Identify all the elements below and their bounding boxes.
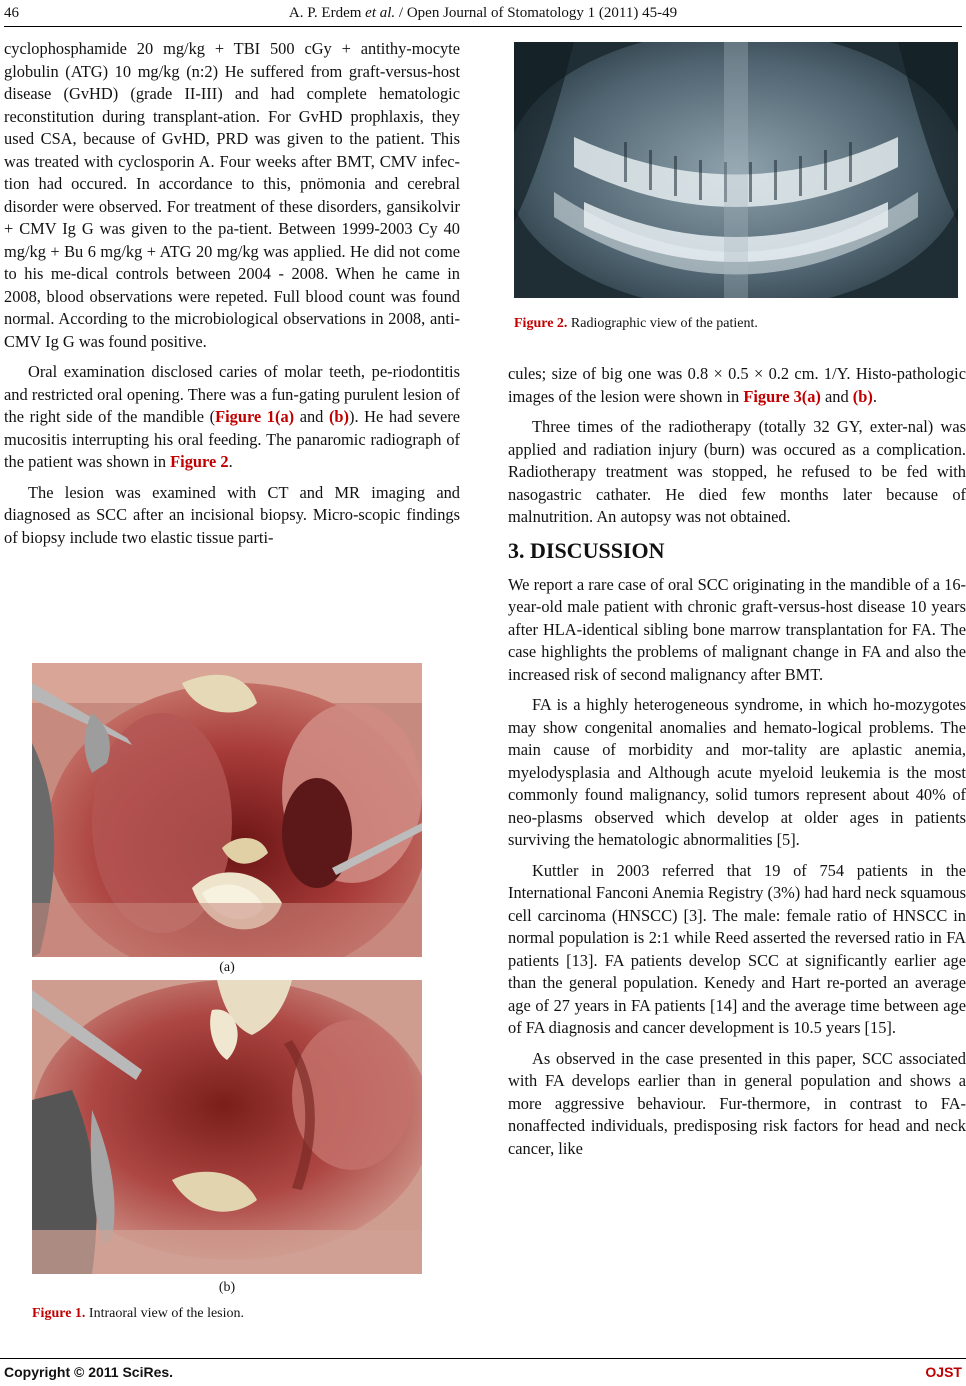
footer-rule [0, 1358, 966, 1359]
paragraph: Oral examination disclosed caries of molar teeth, pe-riodontitis and restricted oral opening. There was a fun-gating purulent lesion of the right side of the mandible (Figure 1(a) and (b)). He had severe mucositis interrupting his oral feeding. The panaromic radiograph of the patient was shown in Figure 2. [4, 362, 460, 471]
figure-link[interactable]: Figure 3(a) [743, 386, 821, 406]
header-rule [4, 26, 962, 27]
intraoral-photo-a [32, 663, 422, 957]
paragraph: Kuttler in 2003 referred that 19 of 754 patients in the International Fanconi Anemia Registry (3%) had hard neck squamous cell carcinoma (HNSCC) [3]. The male: female ratio of HNSCC in normal population is 2:1 while Reed asserted the reversed ratio in FA patients [13]. FA patients develop SCC at significantly earlier age than the general population. Kenedy and Hart re-ported an average age of 27 years in FA patients [14] and the average time between age of FA diagnosis and cancer development is 10.5 years [15]. [508, 860, 966, 1037]
paragraph: As observed in the case presented in this paper, SCC associated with FA develops earlier than in general population and shows a more aggressive behaviour. Fur-thermore, in contrast to FA-nonaffected individuals, predisposing risk factors for head and neck cancer, like [508, 1048, 966, 1158]
section-heading: 3. DISCUSSION [508, 537, 665, 563]
figure-2-caption: Figure 2. Radiographic view of the patient. [514, 316, 758, 331]
paragraph: cules; size of big one was 0.8 × 0.5 × 0.2 cm. 1/Y. Histo-pathologic images of the lesion were shown in Figure 3(a) and (b). [508, 364, 966, 406]
figure-1-label: Figure 1. [32, 1306, 86, 1321]
figure-1-caption: Figure 1. Intraoral view of the lesion. [32, 1306, 245, 1321]
panoramic-radiograph [514, 42, 958, 298]
paragraph: FA is a highly heterogeneous syndrome, in which ho-mozygotes may show congenital anomalies and hemato-logical problems. The main cause of morbidity and mor-tality are aplastic anemia, myelodysplasia and Although acute myeloid leukemia is the most commonly found malignancy, solid tumors represent about 40% of neo-plasms observed which develop at older ages in patients surviving the hematologic abnormalities [5]. [508, 695, 966, 849]
journal-abbrev: OJST [925, 1364, 962, 1380]
figure-1a-label: (a) [219, 960, 235, 975]
paragraph: cyclophosphamide 20 mg/kg + TBI 500 cGy + antithy-mocyte globulin (ATG) 10 mg/kg (n:2) He suffered from graft-versus-host disease (GvHD) (grade II-III) and had complete hematologic reconstitution during transplant-ation. For GvHD prophlaxis, they used CSA, because of GvHD, PRD was given to the patient. This was treated with cyclosporin A. Four weeks after BMT, CMV infec-tion had occured. In accordance to this, pnömonia and cerebral disorder were observed. For treatment of these disorders, gansikolvir + CMV Ig G was given to the pa-tient. Between 1999-2003 Cy 40 mg/kg + Bu 6 mg/kg + ATG 20 mg/kg was applied. He did not come to his me-dical controls between 2004 - 2008. When he came in 2008, blood observations were repeted. Full blood count was found normal. According to the microbiological observations in 2008, anti-CMV Ig G was found positive. [4, 39, 460, 351]
running-header [4, 2, 962, 24]
page-number: 46 [4, 5, 19, 21]
figure-2-label: Figure 2. [514, 316, 568, 331]
intraoral-photo-b [32, 980, 422, 1274]
figure-link[interactable]: Figure 1(a) [215, 407, 295, 426]
footer [4, 1364, 962, 1380]
figure-link[interactable]: (b) [328, 407, 350, 426]
copyright: Copyright © 2011 SciRes. [4, 1364, 174, 1380]
paragraph: We report a rare case of oral SCC originating in the mandible of a 16-year-old male patient with chronic graft-versus-host disease 10 years after HLA-identical sibling bone marrow transplantation for FA. The case highlights the problems of malignant change in FA and also the increased risk of second malignancy after BMT. [508, 574, 966, 684]
figure-1b-label: (b) [218, 1280, 236, 1295]
left-column [4, 38, 460, 549]
figure-1b-photo [32, 980, 422, 1274]
figure-link[interactable]: (b) [852, 386, 873, 406]
paragraph: The lesion was examined with CT and MR imaging and diagnosed as SCC after an incisional biopsy. Micro-scopic findings of biopsy include two elastic tissue parti- [4, 482, 460, 547]
figure-1a-photo [32, 663, 422, 957]
paragraph: Three times of the radiotherapy (totally 32 GY, exter-nal) was applied and radiation injury (burn) was occured as a complication. Radiotherapy treatment was stopped, he refused to be fed with nasogastric cathater. He died few months later because of malnutrition. An autopsy was not obtained. [508, 417, 966, 526]
right-column [508, 363, 966, 1160]
figure-2-radiograph [514, 42, 958, 298]
running-head: A. P. Erdem et al. / Open Journal of Stomatology 1 (2011) 45-49 [288, 5, 678, 21]
figure-link[interactable]: Figure 2 [170, 452, 229, 471]
